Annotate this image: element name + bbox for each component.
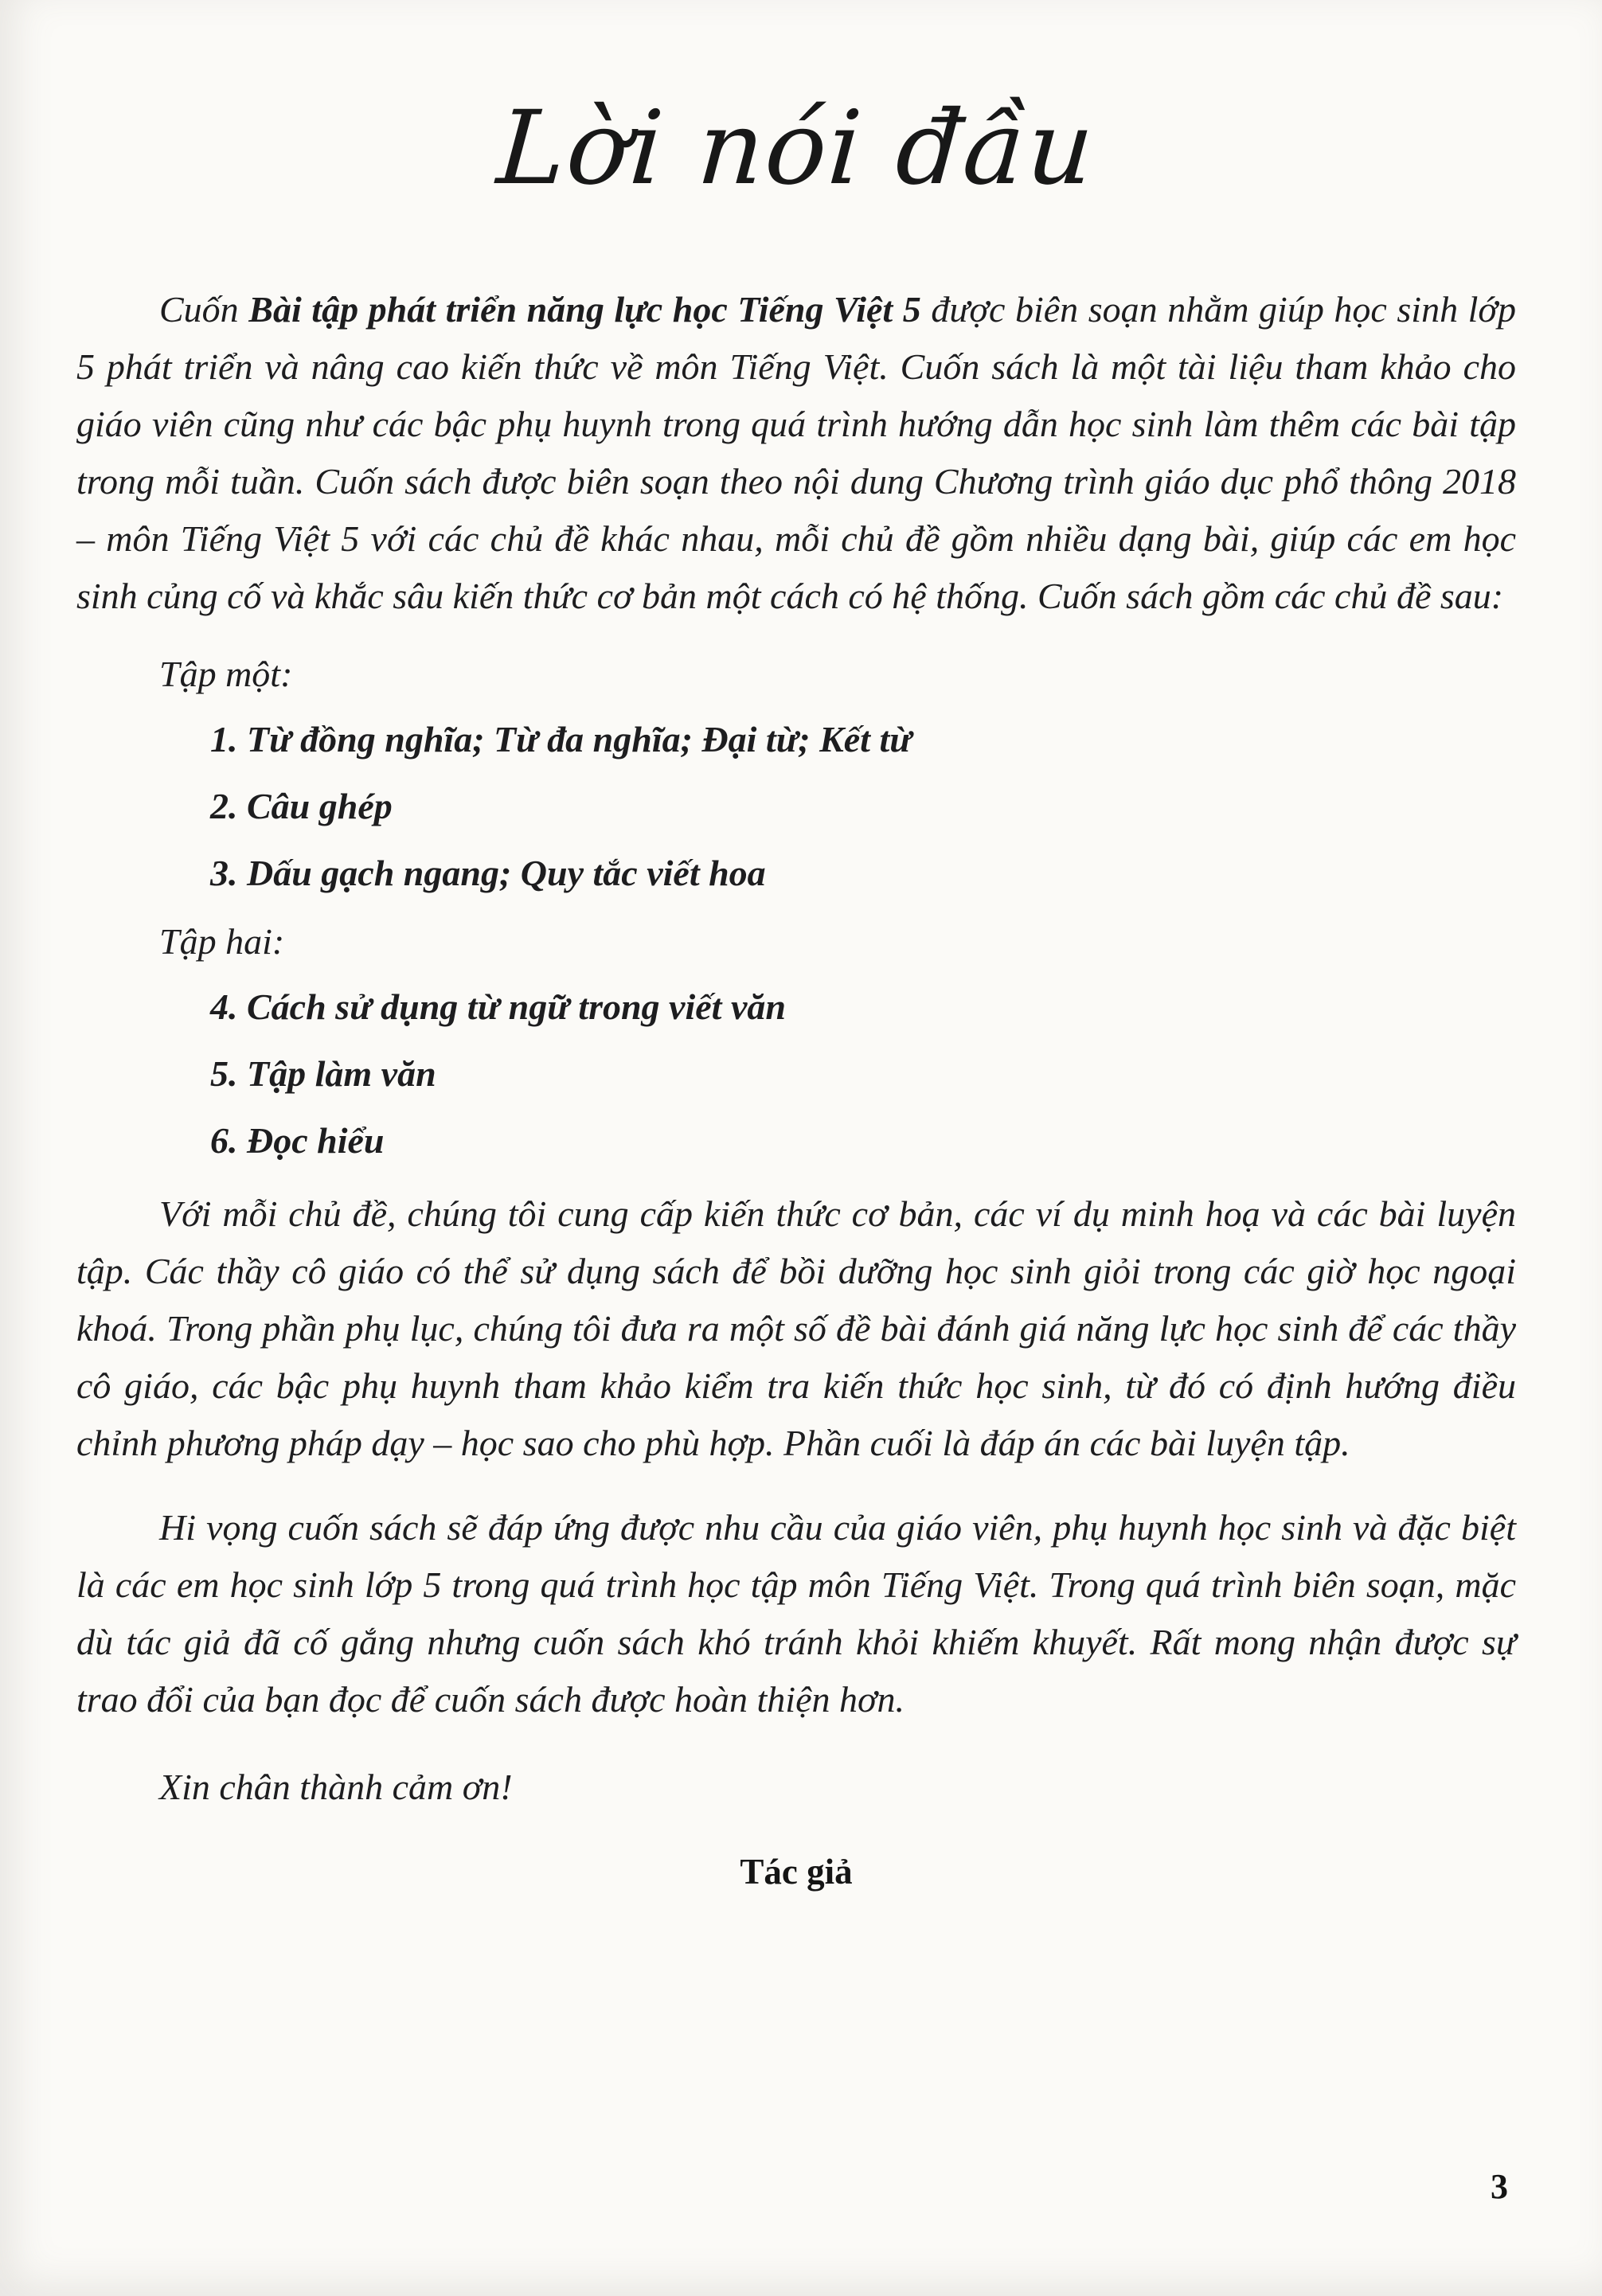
author-signature: Tác giả [740,1852,853,1892]
preface-paragraph-2: Với mỗi chủ đề, chúng tôi cung cấp kiến thức cơ bản, các ví dụ minh hoạ và các bài luyện tập. Các thầy cô giáo có thể sử dụng sách để bồi dưỡng học sinh giỏi trong các giờ học ngoại khoá. Trong phần phụ lục, chúng tôi đưa ra một số đề bài đánh giá năng lực học sinh để các thầy cô giáo, các bậc phụ huynh tham khảo kiểm tra kiến thức học sinh, từ đó có định hướng điều chỉnh phương pháp dạy – học sao cho phù hợp. Phần cuối là đáp án các bài luyện tập. [76,1193,1516,1463]
paragraph-1-rest: được biên soạn nhằm giúp học sinh lớp 5 phát triển và nâng cao kiến thức về môn Tiếng Việt. Cuốn sách là một tài liệu tham khảo cho giáo viên cũng như các bậc phụ huynh trong quá trình hướng dẫn học sinh làm thêm các bài tập trong mỗi tuần. Cuốn sách được biên soạn theo nội dung Chương trình giáo dục phổ thông 2018 – môn Tiếng Việt 5 với các chủ đề khác nhau, mỗi chủ đề gồm nhiều dạng bài, giúp các em học sinh củng cố và khắc sâu kiến thức cơ bản một cách có hệ thống. Cuốn sách gồm các chủ đề sau: [76,289,1516,616]
preface-paragraph-1 [76,281,1516,625]
toc-item-6: 6. Đọc hiểu [210,1120,385,1161]
toc-item-4: 4. Cách sử dụng từ ngữ trong viết văn [210,986,786,1027]
toc-item-2: 2. Câu ghép [210,786,393,826]
toc-item-1: 1. Từ đồng nghĩa; Từ đa nghĩa; Đại từ; Kết từ [210,719,912,759]
toc-item-3: 3. Dấu gạch ngang; Quy tắc viết hoa [210,853,766,893]
page-title: Lời nói đầu [494,89,1100,208]
book-title-bold: Bài tập phát triển năng lực học Tiếng Việt 5 [248,289,921,330]
volume-2-label: Tập hai: [159,921,285,962]
toc-item-5: 5. Tập làm văn [210,1053,436,1094]
page-number: 3 [1491,2167,1508,2206]
preface-paragraph-3: Hi vọng cuốn sách sẽ đáp ứng được nhu cầu của giáo viên, phụ huynh học sinh và đặc biệt là các em học sinh lớp 5 trong quá trình học tập môn Tiếng Việt. Trong quá trình biên soạn, mặc dù tác giả đã cố gắng nhưng cuốn sách khó tránh khỏi khiếm khuyết. Rất mong nhận được sự trao đổi của bạn đọc để cuốn sách được hoàn thiện hơn. [76,1507,1516,1720]
paragraph-1-prefix: Cuốn [159,289,249,330]
preface-body [76,281,1516,1900]
volume-1-label: Tập một: [159,654,293,694]
closing-line: Xin chân thành cảm ơn! [159,1767,513,1807]
